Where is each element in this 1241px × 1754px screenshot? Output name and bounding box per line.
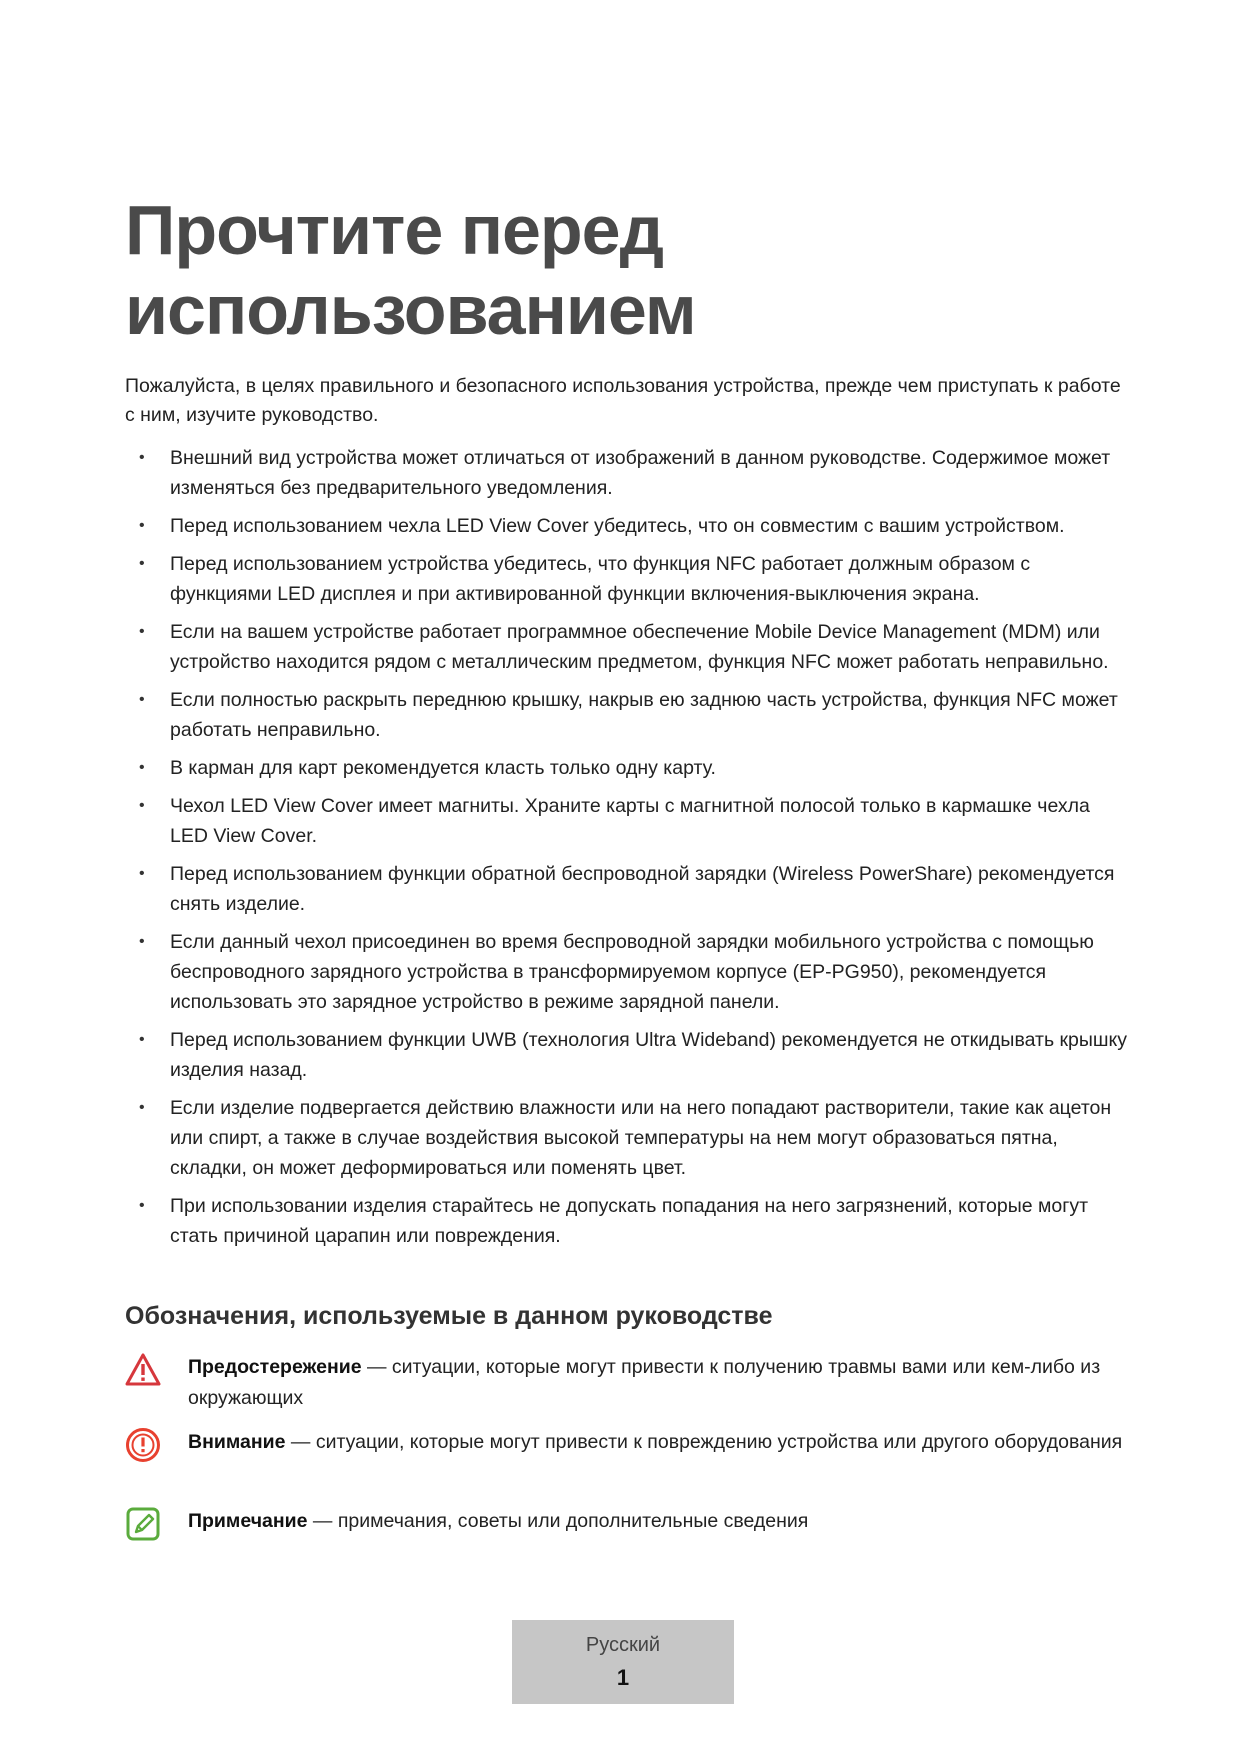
list-item — [125, 753, 1130, 783]
list-item-text: Внешний вид устройства может отличаться от изображений в данном руководстве. Содержимое может изменяться без предварительного уведомления. — [170, 447, 1111, 499]
list-item-text: Перед использованием функции обратной беспроводной зарядки (Wireless PowerShare) рекомендуется снять изделие. — [170, 863, 1115, 915]
bullet-glyph: • — [139, 1197, 145, 1214]
note-pencil-icon — [125, 1506, 161, 1542]
list-item — [125, 617, 1130, 677]
list-item-text: Перед использованием функции UWB (технология Ultra Wideband) рекомендуется не откидывать крышку изделия назад. — [170, 1029, 1128, 1081]
list-item — [125, 549, 1130, 609]
list-item — [125, 1025, 1130, 1085]
list-item-text: В карман для карт рекомендуется класть только одну карту. — [170, 757, 716, 779]
footer-language: Русский — [585, 1634, 661, 1656]
list-item — [125, 685, 1130, 745]
caution-circle-icon — [125, 1427, 161, 1463]
list-item — [125, 859, 1130, 919]
list-item — [125, 791, 1130, 851]
list-item — [125, 1191, 1130, 1251]
page-footer — [512, 1620, 734, 1704]
page-title-line-2: использованием — [125, 271, 696, 349]
list-item-text: Перед использованием чехла LED View Cover убедитесь, что он совместим с вашим устройством. — [170, 515, 1065, 537]
list-item — [125, 1093, 1130, 1183]
bullet-glyph: • — [139, 1031, 145, 1048]
legend-note-text — [188, 1506, 1128, 1537]
bullet-glyph: • — [139, 797, 145, 814]
bullet-glyph: • — [139, 449, 145, 466]
bullet-glyph: • — [139, 933, 145, 950]
legend-note-term: Примечание — [188, 1510, 308, 1532]
bullet-glyph: • — [139, 759, 145, 776]
bullet-glyph: • — [139, 1099, 145, 1116]
section-heading: Обозначения, используемые в данном руководстве — [125, 1302, 773, 1330]
list-item-text: При использовании изделия старайтесь не допускать попадания на него загрязнений, которые могут стать причиной царапин или повреждения. — [170, 1195, 1089, 1247]
list-item-text: Перед использованием устройства убедитесь, что функция NFC работает должным образом с функциями LED дисплея и при активированной функции включения-выключения экрана. — [170, 553, 1031, 605]
bullet-glyph: • — [139, 865, 145, 882]
legend-warning-term: Предостережение — [188, 1356, 362, 1378]
page-number: 1 — [616, 1665, 630, 1690]
bullet-glyph: • — [139, 555, 145, 572]
legend-caution-desc: — ситуации, которые могут привести к повреждению устройства или другого оборудования — [285, 1431, 1123, 1453]
list-item-text: Чехол LED View Cover имеет магниты. Храните карты с магнитной полосой только в кармашке чехла LED View Cover. — [170, 795, 1090, 847]
warning-triangle-icon — [125, 1352, 161, 1388]
legend-caution-term: Внимание — [188, 1431, 286, 1453]
list-item-text: Если данный чехол присоединен во время беспроводной зарядки мобильного устройства с помощью беспроводного зарядного устройства в трансформируемом корпусе (EP-PG950), рекомендуется использовать это зарядное устройство в режиме зарядной панели. — [170, 931, 1094, 1013]
list-item-text: Если полностью раскрыть переднюю крышку, накрыв ею заднюю часть устройства, функция NFC может работать неправильно. — [170, 689, 1118, 741]
list-item-text: Если изделие подвергается действию влажности или на него попадают растворители, такие как ацетон или спирт, а также в случае воздействия высокой температуры на нем могут образоваться пятна, складки, он может деформироваться или поменять цвет. — [170, 1097, 1112, 1179]
list-item-text: Если на вашем устройстве работает программное обеспечение Mobile Device Management (MDM) или устройство находится рядом с металлическим предметом, функция NFC может работать неправильно. — [170, 621, 1109, 673]
intro-paragraph: Пожалуйста, в целях правильного и безопасного использования устройства, прежде чем приступать к работе с ним, изучите руководство. — [125, 375, 1121, 426]
bullet-glyph: • — [139, 517, 145, 534]
legend-warning-text — [188, 1352, 1128, 1414]
legend-warning-desc: — ситуации, которые могут привести к получению травмы вами или кем-либо из окружающих — [188, 1356, 1101, 1409]
legend-caution-text — [188, 1427, 1128, 1458]
list-item — [125, 443, 1130, 503]
precautions-list — [125, 443, 1130, 1259]
page-title — [125, 190, 1125, 350]
legend-note-desc: — примечания, советы или дополнительные сведения — [307, 1510, 809, 1532]
bullet-glyph: • — [139, 691, 145, 708]
list-item — [125, 511, 1130, 541]
bullet-glyph: • — [139, 623, 145, 640]
list-item — [125, 927, 1130, 1017]
page-title-line-1: Прочтите перед — [125, 191, 664, 269]
